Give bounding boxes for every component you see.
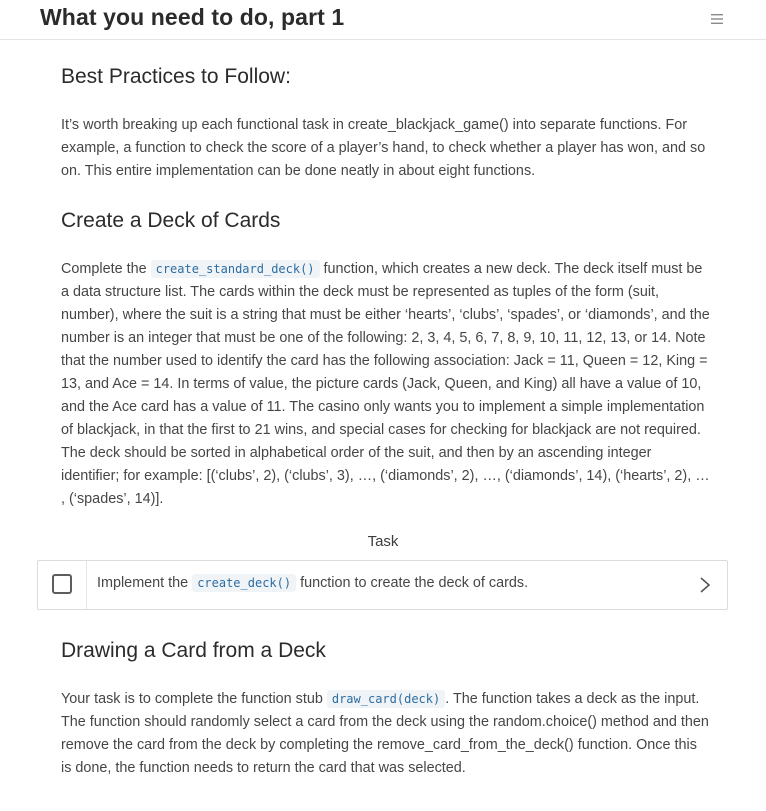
create-deck-text-post: function, which creates a new deck. The deck itself must be a data structure list. The cards within the deck must be represented as tuples of the form (suit, number), where the suit is a string that must be either ‘hearts’, ‘clubs’, ‘spades’, or ‘diamonds’, and the number is an integer that must be one of the following: 2, 3, 4, 5, 6, 7, 8, 9, 10, 11, 12, 13, or 14. Note that the number used to identify the card has the following association: Jack = 11, Queen = 12, King = 13, and Ace = 14. In terms of value, the picture cards (Jack, Queen, and King) all have a value of 10, and the Ace card has a value of 11. The casino only wants you to implement a simple implementation of blackjack, in that the first to 21 wins, and special cases for checking for blackjack are not required. The deck should be sorted in alphabetical order of the suit, and then by an ascending integer identifier; for example: [(‘clubs’, 2), (‘clubs’, 3), …, (‘diamonds’, 2), …, (‘diamonds’, 14), (‘hearts’, 2), … , (‘spades’, 14)]. [61,261,710,507]
task-text [97,575,528,591]
task-text-pre: Implement the [97,575,193,591]
drawing-card-text [61,688,711,780]
task-heading: Task [367,533,399,550]
task-item[interactable] [37,560,728,610]
create-deck-text-pre: Complete the [61,261,151,277]
task-text-post: function to create the deck of cards. [296,575,529,591]
drawing-card-heading: Drawing a Card from a Deck [61,639,326,662]
task-checkbox[interactable] [52,574,72,594]
best-practices-text: It’s worth breaking up each functional task in create_blackjack_game() into separate functions. For example, a function to check the score of a player’s hand, to check whether a player has won, and so on. This entire implementation can be done neatly in about eight functions. [61,117,706,179]
draw-card-code: draw_card(deck) [327,690,445,708]
drawing-card-text-pre: Your task is to complete the function stub [61,691,327,707]
create-deck-heading: Create a Deck of Cards [61,209,281,232]
task-divider [86,561,87,609]
top-bar [0,0,766,40]
hamburger-menu-icon [711,13,723,25]
drawing-card-text-post: . The function takes a deck as the input. The function should randomly select a card from the deck using the random.choice() method and then remove the card from the deck by completing the remove_card_from_the_deck() function. Once this is done, the function needs to return the card that was selected. [61,691,709,776]
chevron-right-icon[interactable] [698,576,712,594]
create-deck-code: create_deck() [192,574,296,592]
create-standard-deck-code: create_standard_deck() [151,260,320,278]
page-title: What you need to do, part 1 [40,4,345,30]
menu-button[interactable] [705,9,729,29]
create-deck-text [61,258,711,511]
best-practices-heading: Best Practices to Follow: [61,65,291,88]
